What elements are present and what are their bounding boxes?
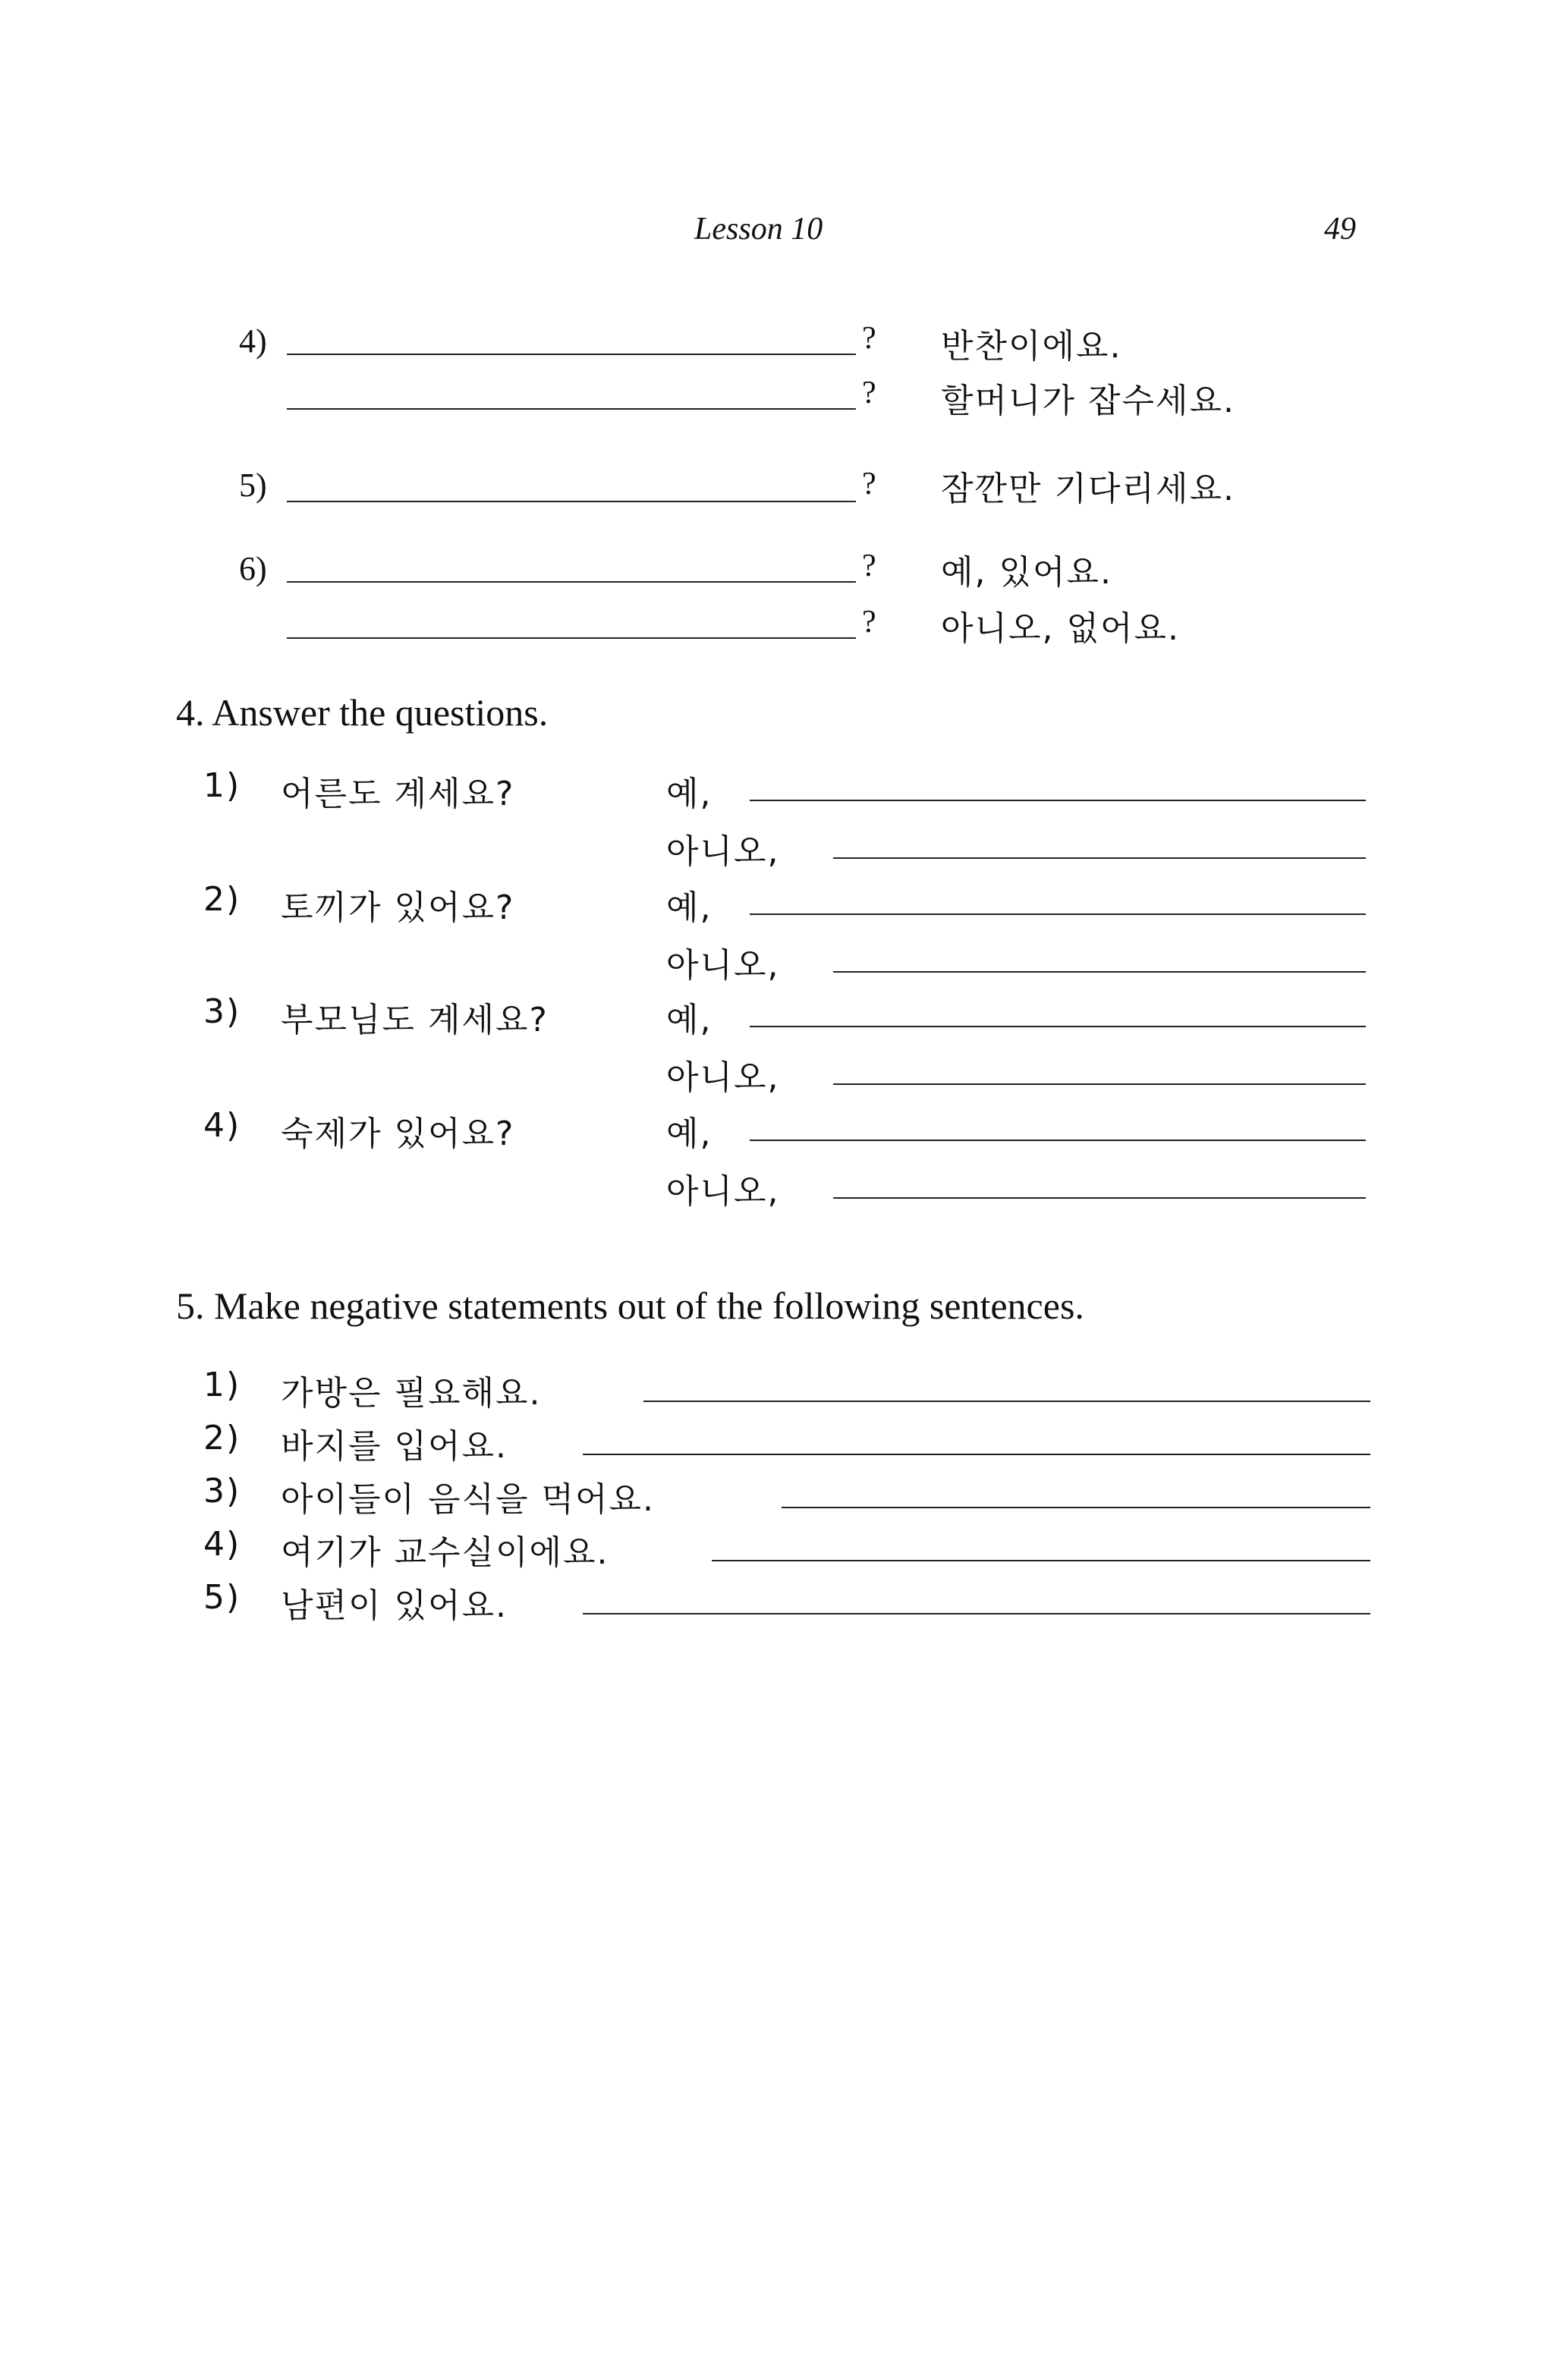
answer-blank-line[interactable]: [287, 408, 856, 410]
answer-blank-line[interactable]: [712, 1560, 1370, 1561]
yes-answer-blank[interactable]: [750, 913, 1366, 915]
given-answer: 반찬이에요.: [941, 327, 1122, 366]
no-answer-blank[interactable]: [833, 1197, 1366, 1199]
question-text: 숙제가 있어요?: [281, 1115, 515, 1153]
question-text: 어른도 계세요?: [281, 775, 515, 813]
no-answer-blank[interactable]: [833, 971, 1366, 973]
yes-prefix: 예,: [666, 1001, 713, 1039]
question-number: 2): [203, 880, 241, 919]
no-answer-blank[interactable]: [833, 857, 1366, 859]
section-heading: 5. Make negative statements out of the following sentences.: [176, 1284, 1084, 1327]
answer-blank-line[interactable]: [287, 354, 856, 355]
sentence-text: 아이들이 음식을 먹어요.: [281, 1480, 655, 1519]
question-mark: ?: [862, 549, 876, 583]
question-text: 토끼가 있어요?: [281, 888, 515, 927]
answer-blank-line[interactable]: [287, 501, 856, 502]
page-number: 49: [1324, 212, 1356, 247]
no-prefix: 아니오,: [666, 832, 780, 871]
sentence-number: 2): [203, 1419, 241, 1457]
yes-prefix: 예,: [666, 888, 713, 927]
question-mark: ?: [862, 605, 876, 640]
sentence-number: 5): [203, 1578, 241, 1617]
yes-prefix: 예,: [666, 775, 713, 813]
answer-blank-line[interactable]: [287, 637, 856, 639]
question-text: 부모님도 계세요?: [281, 1001, 549, 1039]
yes-prefix: 예,: [666, 1115, 713, 1153]
no-answer-blank[interactable]: [833, 1083, 1366, 1085]
yes-answer-blank[interactable]: [750, 1140, 1366, 1141]
answer-blank-line[interactable]: [583, 1613, 1370, 1614]
given-answer: 할머니가 잡수세요.: [941, 382, 1236, 420]
sentence-text: 남편이 있어요.: [281, 1586, 508, 1625]
sentence-text: 여기가 교수실이에요.: [281, 1533, 609, 1572]
given-answer: 아니오, 없어요.: [941, 609, 1180, 648]
item-number: 5): [239, 467, 267, 504]
section-heading: 4. Answer the questions.: [176, 691, 549, 734]
sentence-text: 가방은 필요해요.: [281, 1374, 542, 1413]
sentence-text: 바지를 입어요.: [281, 1427, 508, 1466]
page-header-title: Lesson 10: [694, 212, 823, 247]
sentence-number: 3): [203, 1472, 241, 1511]
no-prefix: 아니오,: [666, 946, 780, 985]
question-mark: ?: [862, 467, 876, 501]
yes-answer-blank[interactable]: [750, 1026, 1366, 1027]
no-prefix: 아니오,: [666, 1058, 780, 1097]
question-mark: ?: [862, 376, 876, 410]
item-number: 4): [239, 322, 267, 360]
given-answer: 잠깐만 기다리세요.: [941, 470, 1236, 508]
no-prefix: 아니오,: [666, 1172, 780, 1211]
item-number: 6): [239, 550, 267, 587]
question-number: 3): [203, 992, 241, 1031]
yes-answer-blank[interactable]: [750, 800, 1366, 801]
question-number: 4): [203, 1106, 241, 1145]
question-mark: ?: [862, 321, 876, 356]
answer-blank-line[interactable]: [583, 1454, 1370, 1455]
answer-blank-line[interactable]: [287, 581, 856, 583]
sentence-number: 4): [203, 1525, 241, 1564]
answer-blank-line[interactable]: [782, 1507, 1370, 1508]
sentence-number: 1): [203, 1366, 241, 1404]
given-answer: 예, 있어요.: [941, 553, 1112, 592]
answer-blank-line[interactable]: [643, 1401, 1370, 1402]
question-number: 1): [203, 766, 241, 805]
